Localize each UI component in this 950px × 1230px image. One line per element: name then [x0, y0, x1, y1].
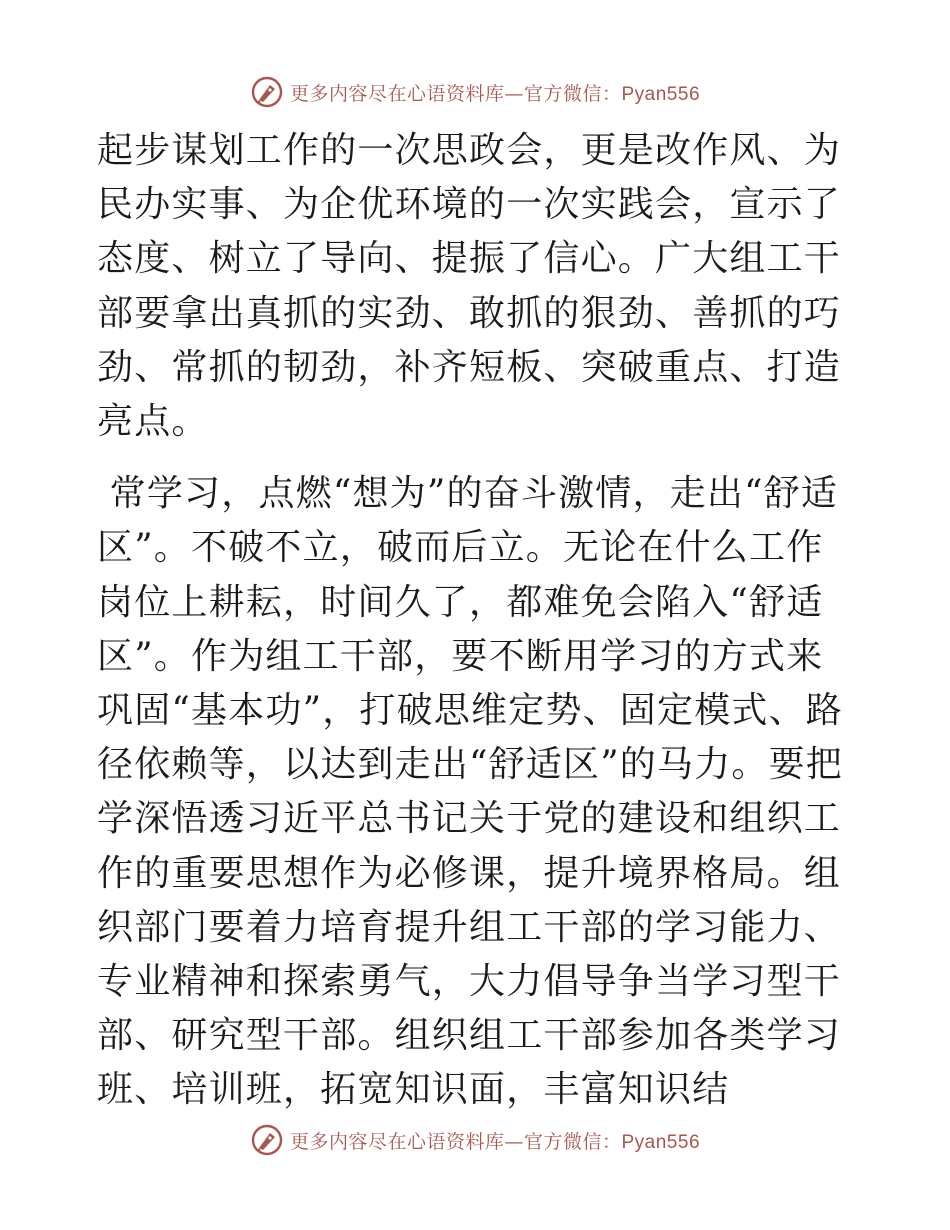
footer-banner: [0, 1118, 950, 1162]
document-body: [97, 124, 857, 1118]
paragraph-1: 起步谋划工作的一次思政会，更是改作风、为民办实事、为企优环境的一次实践会，宣示了态度、树立了导向、提振了信心。广大组工干部要拿出真抓的实劲、敢抓的狠劲、善抓的巧劲、常抓的韧劲，补齐短板、突破重点、打造亮点。: [97, 130, 842, 443]
banner-text: 更多内容尽在心语资料库—官方微信：Pyan556: [289, 1130, 701, 1153]
pen-nib-icon: [250, 1123, 284, 1157]
paragraph-2: 常学习，点燃“想为”的奋斗激情，走出“舒适区”。不破不立，破而后立。无论在什么工作岗位上耕耘，时间久了，都难免会陷入“舒适区”。作为组工干部，要不断用学习的方式来巩固“基本功”，打破思维定势、固定模式、路径依赖等，以达到走出“舒适区”的马力。要把学深悟透习近平总书记关于党的建设和组织工作的重要思想作为必修课，提升境界格局。组织部门要着力培育提升组工干部的学习能力、专业精神和探索勇气，大力倡导争当学习型干部、研究型干部。组织组工干部参加各类学习班、培训班，拓宽知识面，丰富知识结: [97, 473, 844, 1111]
banner-text: 更多内容尽在心语资料库—官方微信：Pyan556: [289, 82, 701, 105]
header-banner: [0, 70, 950, 114]
pen-nib-icon: [250, 75, 284, 109]
